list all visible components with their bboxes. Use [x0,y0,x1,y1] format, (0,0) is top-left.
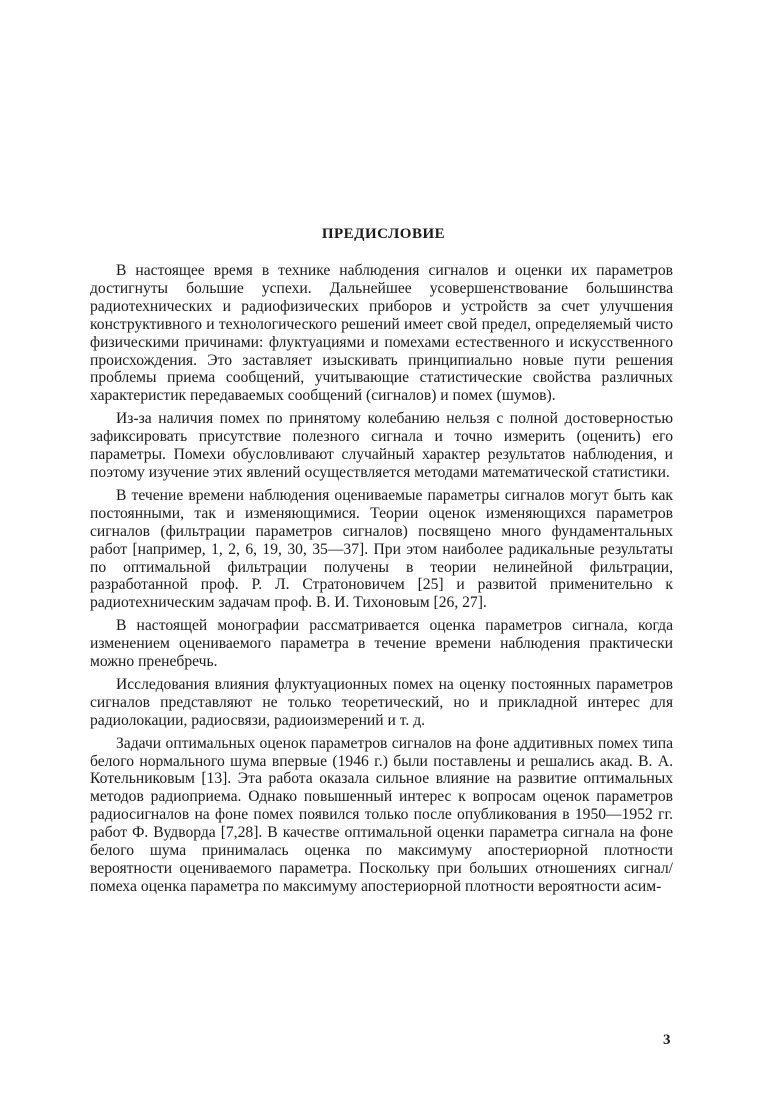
body-text [90,262,673,896]
paragraph-2: Из-за наличия помех по принятому колебанию нельзя с полной достоверностью зафиксировать присутствие полезного сигнала и точно измерить (оценить) его параметры. Помехи обусловливают случайный характер результатов наблюдения, и поэтому изучение этих явлений осуществляется методами математической статистики. [90,410,673,481]
paragraph-4: В настоящей монографии рассматривается оценка параметров сигнала, когда изменением оцениваемого параметра в течение времени наблюдения практически можно пренебречь. [90,617,673,671]
paragraph-5: Исследования влияния флуктуационных помех на оценку постоянных параметров сигналов представляют не только теоретический, но и прикладной интерес для радиолокации, радиосвязи, радиоизмерений и т. д. [90,675,673,729]
paragraph-6: Задачи оптимальных оценок параметров сигналов на фоне аддитивных помех типа белого нормального шума впервые (1946 г.) были поставлены и решались акад. В. А. Котельниковым [13]. Эта работа оказала сильное влияние на развитие оптимальных методов радиоприема. Однако повышенный интерес к вопросам оценок параметров радиосигналов на фоне помех появился только после опубликования в 1950—1952 гг. работ Ф. Вудворда [7,28]. В качестве оптимальной оценки параметра сигнала на фоне белого шума принималась оценка по максимуму апостериорной плотности вероятности оцениваемого параметра. Поскольку при больших отношениях сигнал/помеха оценка параметра по максимуму апостериорной плотности вероятности асим- [90,734,673,895]
paragraph-1: В настоящее время в технике наблюдения сигналов и оценки их параметров достигнуты большие успехи. Дальнейшее усовершенствование большинства радиотехнических и радиофизических приборов и устройств за счет улучшения конструктивного и технологического решений имеет свой предел, определяемый чисто физическими причинами: флуктуациями и помехами естественного и искусственного происхождения. Это заставляет изыскивать принципиально новые пути решения проблемы приема сообщений, учитывающие статистические свойства различных характеристик передаваемых сообщений (сигналов) и помех (шумов). [90,262,673,405]
page-number: 3 [663,1032,671,1048]
paragraph-3: В течение времени наблюдения оцениваемые параметры сигналов могут быть как постоянными, так и изменяющимися. Теории оценок изменяющихся параметров сигналов (фильтрации параметров сигналов) посвящено много фундаментальных работ [например, 1, 2, 6, 19, 30, 35—37]. При этом наиболее радикальные результаты по оптимальной фильтрации получены в теории нелинейной фильтрации, разработанной проф. Р. Л. Стратоновичем [25] и развитой применительно к радиотехническим задачам проф. В. И. Тихоновым [26, 27]. [90,486,673,612]
page-title: ПРЕДИСЛОВИЕ [321,226,446,242]
